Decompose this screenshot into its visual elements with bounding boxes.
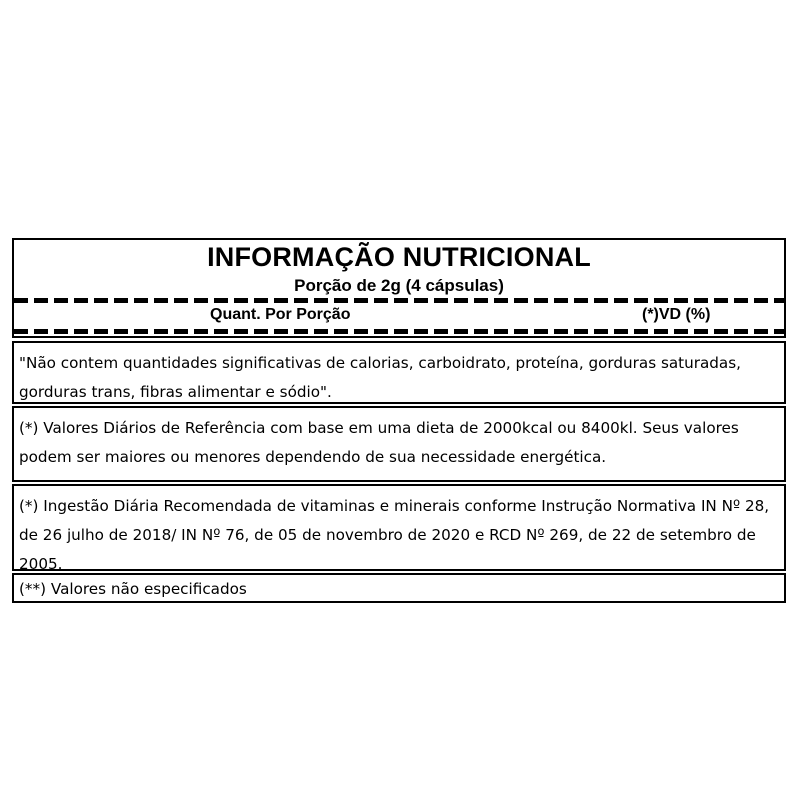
dashed-divider <box>14 298 784 303</box>
unspecified-values-note <box>12 573 786 603</box>
daily-reference-values-note <box>12 406 786 482</box>
quantity-per-serving-header: Quant. Por Porção <box>210 306 351 323</box>
dashed-divider <box>14 329 784 334</box>
nutrition-header-box <box>12 238 786 338</box>
note-text: (*) Valores Diários de Referência com base em uma dieta de 2000kcal ou 8400kl. Seus valores podem ser maiores ou menores dependendo de sua necessidade energética. <box>19 419 739 466</box>
no-significant-amounts-note <box>12 341 786 404</box>
note-text: (**) Valores não especificados <box>19 580 247 598</box>
note-text: "Não contem quantidades significativas de calorias, carboidrato, proteína, gorduras saturadas, gorduras trans, fibras alimentar e sódio". <box>19 354 741 401</box>
serving-size: Porção de 2g (4 cápsulas) <box>294 276 504 295</box>
recommended-intake-note <box>12 484 786 571</box>
daily-value-header: (*)VD (%) <box>642 306 711 323</box>
note-text: (*) Ingestão Diária Recomendada de vitaminas e minerais conforme Instrução Normativa IN Nº 28, de 26 julho de 2018/ IN Nº 76, de 05 de novembro de 2020 e RCD Nº 269, de 22 de setembro de 2005. <box>19 497 770 573</box>
nutrition-title: INFORMAÇÃO NUTRICIONAL <box>207 242 591 272</box>
